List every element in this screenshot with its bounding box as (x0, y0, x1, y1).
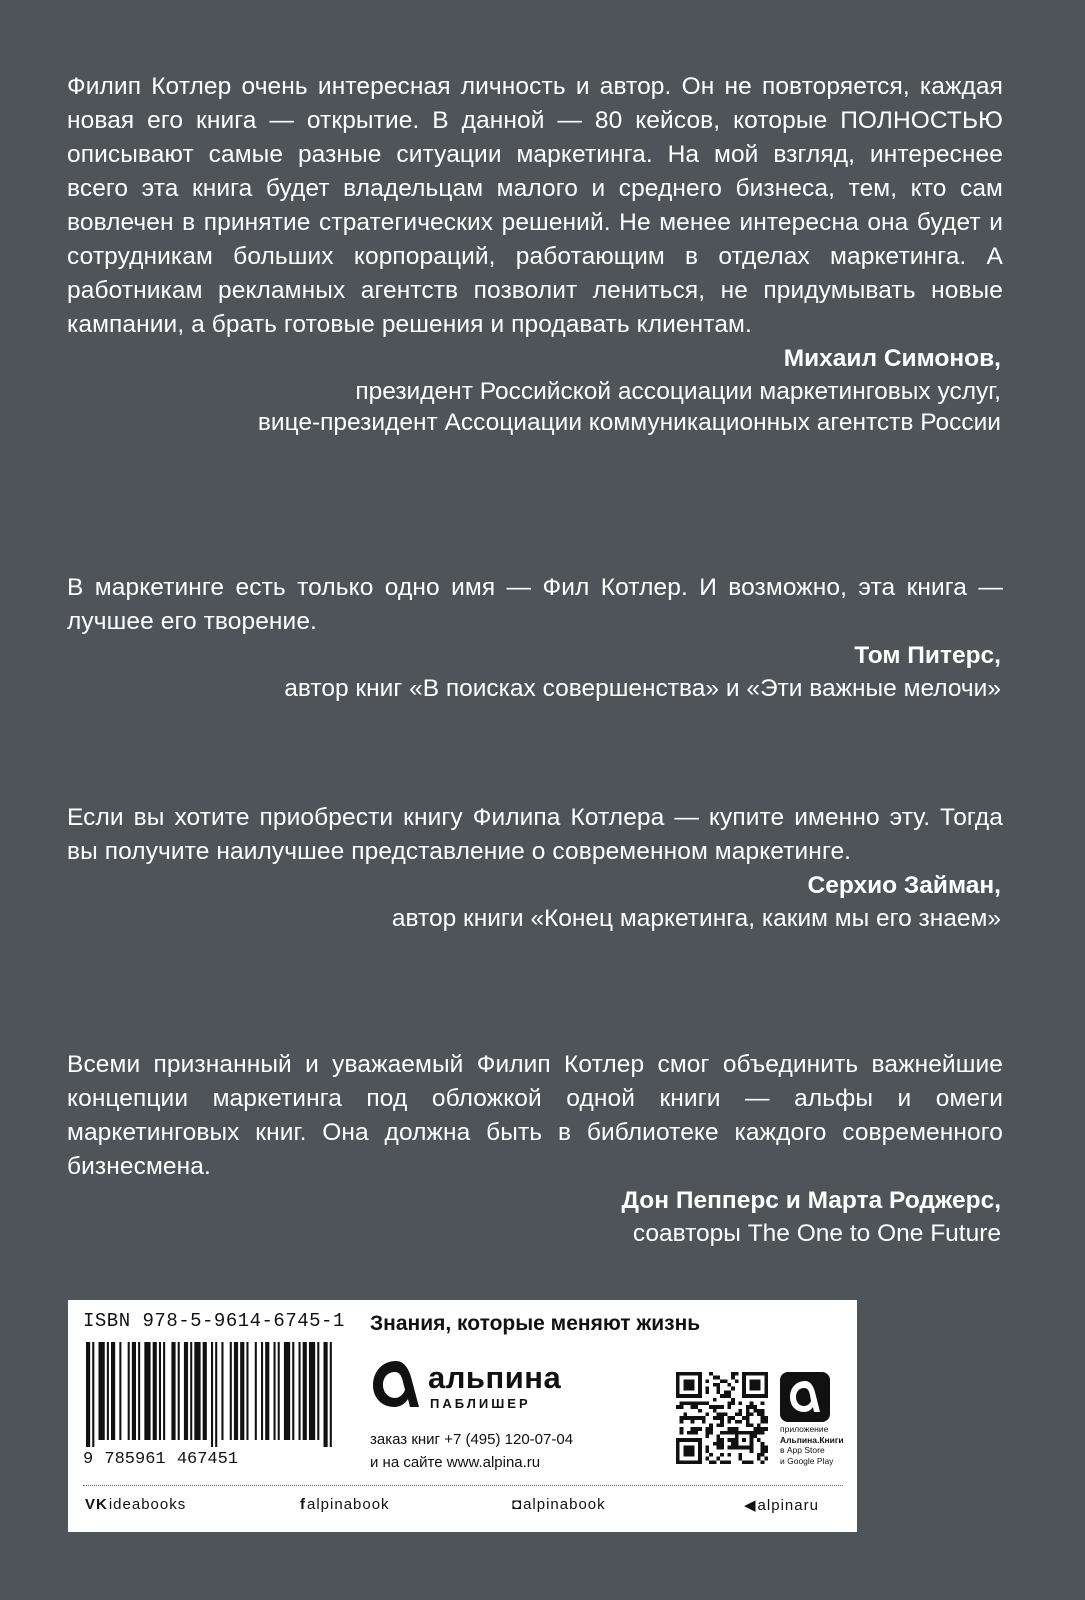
qr-module (720, 1412, 724, 1416)
qr-module (713, 1376, 717, 1380)
barcode-bar (330, 1342, 332, 1447)
qr-module (709, 1424, 713, 1428)
qr-module (724, 1460, 728, 1464)
qr-module (702, 1416, 706, 1420)
order-website: и на сайте www.alpina.ru (370, 1454, 541, 1471)
qr-module (735, 1372, 739, 1376)
qr-module (757, 1457, 761, 1461)
barcode-bar (184, 1342, 188, 1440)
qr-module (757, 1409, 761, 1413)
qr-module (764, 1446, 768, 1450)
qr-module (680, 1401, 684, 1405)
quote-attribution (67, 639, 1001, 704)
barcode-bar (86, 1342, 90, 1447)
barcode-bar (299, 1342, 301, 1440)
qr-module (757, 1424, 761, 1428)
social-handle: alpinabook (523, 1496, 606, 1513)
qr-module (735, 1427, 739, 1431)
barcode-bar (99, 1342, 105, 1440)
qr-module (750, 1401, 754, 1405)
qr-module (731, 1431, 735, 1435)
qr-module (698, 1401, 702, 1405)
qr-module (705, 1390, 709, 1394)
qr-module (731, 1416, 735, 1420)
qr-module (713, 1460, 717, 1464)
qr-module (728, 1431, 732, 1435)
facebook-icon: f (300, 1496, 306, 1513)
barcode-bar (132, 1342, 136, 1440)
qr-module (713, 1383, 717, 1387)
qr-module (716, 1376, 720, 1380)
qr-module (731, 1376, 735, 1380)
author-name: Дон Пепперс и Марта Роджерс, (621, 1187, 1001, 1214)
barcode-digits: 9 785961 467451 (83, 1450, 239, 1469)
qr-module (761, 1401, 765, 1405)
qr-module (746, 1412, 750, 1416)
qr-module (680, 1420, 684, 1424)
logo-name: альпина (428, 1360, 562, 1395)
qr-module (720, 1405, 724, 1409)
instagram-icon: ◘ (512, 1496, 523, 1513)
qr-module (735, 1412, 739, 1416)
author-name: Том Питерс, (854, 642, 1001, 669)
quote-text: Филип Котлер очень интересная личность и автор. Он не повторяется, каждая новая его книга — открытие. В данной — 80 кейсов, которые ПОЛНОСТЬЮ описывают самые разные ситуации маркетинга. На мой взгляд, интереснее всего эта книга будет владельцам малого и среднего бизнеса, тем, кто сам вовлечен в принятие стратегических решений. Не менее интересна она будет и сотрудникам больших корпораций, работающим в отделах маркетинга. А работникам рекламных агентств позволит лениться, не придумывать новые кампании, а брать готовые решения и продавать клиентам. (67, 73, 1003, 338)
qr-module (680, 1416, 684, 1420)
qr-module (691, 1405, 695, 1409)
author-role: вице-президент Ассоциации коммуникационных агентств России (257, 409, 1001, 436)
author-role: автор книг «В поисках совершенства» и «Эти важные мелочи» (284, 675, 1001, 702)
qr-module (728, 1438, 732, 1442)
qr-module (680, 1431, 684, 1435)
qr-module (750, 1460, 754, 1464)
qr-module (716, 1457, 720, 1461)
barcode-bar (190, 1342, 192, 1440)
quote-simonov (67, 70, 1003, 438)
qr-module (698, 1416, 702, 1420)
qr-module (728, 1460, 732, 1464)
qr-module (742, 1438, 746, 1442)
qr-module (720, 1431, 724, 1435)
publisher-panel (68, 1300, 857, 1532)
qr-module (742, 1416, 746, 1420)
qr-module (720, 1416, 724, 1420)
qr-module (750, 1379, 761, 1390)
qr-module (746, 1405, 750, 1409)
qr-module (739, 1420, 743, 1424)
qr-module (757, 1427, 761, 1431)
qr-module (720, 1379, 724, 1383)
qr-module (694, 1405, 698, 1409)
qr-module (716, 1383, 720, 1387)
publisher-slogan: Знания, которые меняют жизнь (370, 1312, 701, 1335)
app-info-line: в App Store (780, 1445, 825, 1455)
qr-module (764, 1416, 768, 1420)
qr-module (705, 1412, 709, 1416)
qr-module (728, 1420, 732, 1424)
author-name: Серхио Займан, (807, 872, 1001, 899)
quote-attribution (67, 342, 1001, 438)
qr-module (694, 1401, 698, 1405)
social-handle: alpinaru (757, 1496, 819, 1514)
qr-module (705, 1427, 709, 1431)
qr-module (720, 1460, 724, 1464)
order-phone: заказ книг +7 (495) 120-07-04 (370, 1431, 574, 1448)
qr-module (713, 1405, 717, 1409)
qr-module (720, 1424, 724, 1428)
barcode-bar (178, 1342, 180, 1440)
qr-module (764, 1427, 768, 1431)
qr-module (698, 1427, 702, 1431)
qr-module (746, 1420, 750, 1424)
barcode-bar (278, 1342, 280, 1440)
qr-module (728, 1453, 732, 1457)
qr-module (750, 1405, 754, 1409)
qr-module (735, 1379, 739, 1383)
qr-module (683, 1401, 687, 1405)
qr-module (731, 1387, 735, 1391)
qr-module (724, 1390, 728, 1394)
qr-module (724, 1412, 728, 1416)
qr-module (761, 1446, 765, 1450)
quote-text: В маркетинге есть только одно имя — Фил Котлер. И возможно, эта книга — лучшее его творение. (67, 574, 1003, 635)
alpina-logo-icon (370, 1358, 422, 1410)
qr-module (728, 1394, 732, 1398)
qr-module (746, 1416, 750, 1420)
qr-module (731, 1442, 735, 1446)
qr-module (716, 1390, 720, 1394)
qr-module (705, 1431, 709, 1435)
qr-module (739, 1409, 743, 1413)
qr-module (716, 1435, 720, 1439)
qr-module (709, 1453, 713, 1457)
social-facebook[interactable] (300, 1496, 390, 1513)
qr-module (731, 1401, 735, 1405)
app-info (780, 1424, 855, 1466)
qr-module (742, 1460, 746, 1464)
qr-module (761, 1453, 765, 1457)
alpina-app-icon (780, 1372, 830, 1422)
qr-module (761, 1460, 765, 1464)
qr-module (739, 1412, 743, 1416)
social-instagram[interactable] (512, 1496, 606, 1513)
qr-module (716, 1387, 720, 1391)
barcode-bar (324, 1342, 328, 1447)
quote-text: Если вы хотите приобрести книгу Филипа Котлера — купите именно эту. Тогда вы получите наилучшее представление о современном маркетинге. (67, 804, 1003, 865)
barcode-bar (261, 1342, 263, 1440)
social-vk[interactable] (85, 1496, 186, 1513)
qr-module (731, 1372, 735, 1376)
qr-module (735, 1420, 739, 1424)
qr-module (731, 1438, 735, 1442)
qr-module (764, 1420, 768, 1424)
qr-module (683, 1412, 687, 1416)
qr-module (687, 1431, 691, 1435)
qr-module (720, 1420, 724, 1424)
alpina-logo (370, 1358, 580, 1418)
qr-module (761, 1412, 765, 1416)
qr-module (750, 1412, 754, 1416)
qr-module (720, 1453, 724, 1457)
qr-module (705, 1457, 709, 1461)
qr-module (687, 1416, 691, 1420)
barcode-bar (211, 1342, 213, 1447)
qr-module (761, 1442, 765, 1446)
qr-module (713, 1409, 717, 1413)
qr-module (705, 1435, 709, 1439)
order-info (370, 1428, 573, 1474)
barcode-bar (163, 1342, 165, 1440)
qr-module (716, 1442, 720, 1446)
qr-module (753, 1427, 757, 1431)
qr-module (720, 1394, 724, 1398)
qr-module (694, 1427, 698, 1431)
qr-module (680, 1427, 684, 1431)
qr-module (713, 1442, 717, 1446)
qr-module (716, 1424, 720, 1428)
qr-module (705, 1387, 709, 1391)
qr-module (691, 1401, 695, 1405)
qr-module (683, 1379, 694, 1390)
qr-module (761, 1416, 765, 1420)
social-telegram[interactable] (744, 1496, 819, 1514)
barcode-bar (309, 1342, 315, 1440)
qr-module (705, 1449, 709, 1453)
qr-module (750, 1424, 754, 1428)
qr-module (739, 1401, 743, 1405)
barcode-bar (284, 1342, 290, 1440)
qr-module (713, 1416, 717, 1420)
qr-module (757, 1438, 761, 1442)
barcode-bar (138, 1342, 140, 1440)
qr-module (746, 1460, 750, 1464)
qr-module (702, 1420, 706, 1424)
barcode-icon (86, 1342, 336, 1447)
qr-module (728, 1390, 732, 1394)
social-handle: alpinabook (307, 1496, 390, 1513)
qr-module (691, 1416, 695, 1420)
qr-module (720, 1438, 724, 1442)
barcode-bar (119, 1342, 121, 1440)
qr-module (753, 1435, 757, 1439)
qr-module (687, 1401, 691, 1405)
barcode-bar (230, 1342, 232, 1440)
quote-text: Всеми признанный и уважаемый Филип Котлер смог объединить важнейшие концепции маркетинга под обложкой одной книги — альфы и омеги маркетинговых книг. Она должна быть в библиотеке каждого современного бизнесмена. (67, 1051, 1003, 1180)
qr-module (753, 1405, 757, 1409)
qr-module (724, 1394, 728, 1398)
barcode-bar (111, 1342, 115, 1440)
barcode-bar (317, 1342, 319, 1440)
qr-module (691, 1431, 695, 1435)
qr-module (757, 1431, 761, 1435)
qr-module (750, 1449, 754, 1453)
vk-icon: VK (85, 1496, 108, 1513)
qr-module (709, 1372, 713, 1376)
app-info-line: и Google Play (780, 1455, 834, 1466)
qr-module (680, 1405, 684, 1409)
barcode-bar (171, 1342, 175, 1440)
qr-module (709, 1460, 713, 1464)
qr-code-icon (676, 1372, 768, 1464)
app-icon (780, 1372, 830, 1422)
barcode-bar (274, 1342, 276, 1440)
qr-module (698, 1409, 702, 1413)
author-name: Михаил Симонов, (783, 345, 1001, 372)
qr-module (761, 1431, 765, 1435)
qr-module (761, 1449, 765, 1453)
qr-module (724, 1379, 728, 1383)
barcode-bar (246, 1342, 248, 1440)
qr-module (761, 1420, 765, 1424)
author-role: соавторы The One to One Future (632, 1220, 1001, 1247)
barcode-bar (221, 1342, 223, 1440)
barcode-bar (255, 1342, 257, 1440)
qr-module (753, 1431, 757, 1435)
barcode-bar (144, 1342, 150, 1440)
qr-module (691, 1427, 695, 1431)
qr-module (728, 1383, 732, 1387)
qr-module (731, 1398, 735, 1402)
barcode-bar (107, 1342, 109, 1440)
qr-module (728, 1427, 732, 1431)
qr-module (728, 1446, 732, 1450)
divider (83, 1485, 843, 1486)
qr-module (753, 1409, 757, 1413)
qr-module (676, 1405, 680, 1409)
qr-module (728, 1401, 732, 1405)
telegram-icon: ◀ (744, 1497, 757, 1514)
qr-module (694, 1431, 698, 1435)
quote-zyman (67, 801, 1003, 934)
barcode-bar (234, 1342, 238, 1440)
author-role: автор книги «Конец маркетинга, каким мы его знаем» (391, 905, 1001, 932)
author-role: президент Российской ассоциации маркетинговых услуг, (355, 378, 1001, 405)
app-info-name: Альпина.Книги (780, 1434, 844, 1445)
qr-module (720, 1442, 724, 1446)
app-info-line: приложение (780, 1424, 829, 1434)
qr-module (702, 1401, 706, 1405)
qr-module (716, 1412, 720, 1416)
barcode-bar (92, 1342, 94, 1447)
barcode-bar (203, 1342, 207, 1440)
qr-module (724, 1431, 728, 1435)
qr-module (728, 1416, 732, 1420)
barcode-bar (265, 1342, 269, 1440)
barcode-bar (159, 1342, 161, 1440)
qr-module (709, 1431, 713, 1435)
qr-module (731, 1446, 735, 1450)
qr-module (731, 1427, 735, 1431)
qr-module (764, 1449, 768, 1453)
qr-module (720, 1446, 724, 1450)
qr-module (709, 1427, 713, 1431)
qr-module (705, 1379, 709, 1383)
qr-module (757, 1412, 761, 1416)
qr-module (713, 1398, 717, 1402)
barcode-bar (128, 1342, 130, 1440)
quote-peppers-rogers (67, 1048, 1003, 1249)
qr-module (691, 1420, 695, 1424)
qr-module (764, 1457, 768, 1461)
barcode-bar (153, 1342, 157, 1440)
qr-module (694, 1416, 698, 1420)
barcode-bar (303, 1342, 307, 1440)
qr-module (728, 1405, 732, 1409)
qr-module (761, 1427, 765, 1431)
qr-module (705, 1446, 709, 1450)
qr-module (757, 1453, 761, 1457)
quote-attribution (67, 869, 1001, 934)
qr-module (683, 1416, 687, 1420)
barcode-bar (240, 1342, 244, 1440)
qr-module (746, 1409, 750, 1413)
social-handle: ideabooks (108, 1496, 187, 1513)
qr-module (705, 1401, 709, 1405)
qr-module (746, 1424, 750, 1428)
barcode-bar (215, 1342, 217, 1447)
qr-module (761, 1409, 765, 1413)
qr-module (739, 1453, 743, 1457)
qr-module (716, 1405, 720, 1409)
quote-peters (67, 571, 1003, 704)
qr-module (716, 1438, 720, 1442)
barcode-bar (194, 1342, 200, 1440)
logo-subtitle: ПАБЛИШЕР (430, 1396, 531, 1411)
barcode-bar (292, 1342, 294, 1440)
isbn-label: ISBN 978-5-9614-6745-1 (83, 1310, 345, 1332)
qr-module (716, 1416, 720, 1420)
qr-module (683, 1446, 694, 1457)
qr-module (716, 1446, 720, 1450)
quote-attribution (67, 1184, 1001, 1249)
qr-module (739, 1457, 743, 1461)
qr-module (709, 1405, 713, 1409)
